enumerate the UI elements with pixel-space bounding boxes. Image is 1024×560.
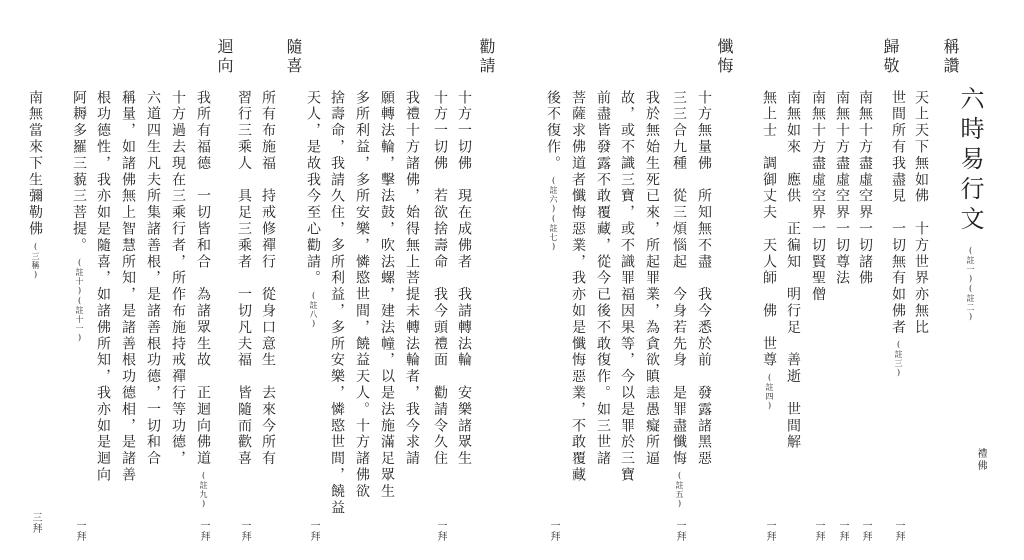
bow-count: 一拜	[308, 520, 319, 542]
verse-text: 我於無始生死已來，所起罪業，為貪欲瞋恚愚癡所逼	[644, 90, 660, 468]
verse-line	[72, 90, 86, 343]
section-heading: 勸請	[477, 38, 496, 76]
footnote-mark: (註一)(註二)	[966, 246, 975, 322]
verse-text: 十方一切佛 現在成佛者 我請轉法輪 安樂諸眾生	[456, 90, 472, 468]
verse-line	[596, 90, 610, 467]
footnote-mark: (三稱)	[31, 241, 40, 280]
verse-line	[306, 90, 320, 329]
verse-text: 南無如來 應供 正徧知 明行足 善逝 世間解	[785, 90, 801, 451]
verse-text: 南無當來下生彌勒佛	[27, 90, 43, 238]
verse-line	[261, 90, 275, 467]
verse-text: 菩薩求佛道者懺悔惡業，我亦如是懺悔惡業，不敢覆藏	[570, 90, 586, 484]
footnote-mark: (註五)	[675, 471, 684, 510]
verse-line	[914, 90, 928, 336]
verse-text: 十方一切佛 若欲捨壽命 我今頭禮面 勸請令久住	[432, 90, 448, 468]
verse-text: 我所有福德 一切皆和合 為諸眾生故 正迴向佛道	[195, 90, 211, 468]
bow-count: 一拜	[198, 520, 209, 542]
verse-line	[811, 90, 825, 303]
bow-count: 三拜	[30, 512, 41, 534]
verse-line	[237, 90, 251, 467]
verse-line	[786, 90, 800, 451]
verse-line	[571, 90, 585, 484]
bow-count: 一拜	[548, 520, 559, 542]
footnote-mark: (註八)	[309, 290, 318, 329]
verse-line	[433, 90, 447, 467]
verse-line	[380, 90, 394, 500]
footnote-mark: (註四)	[765, 372, 774, 411]
bow-count: 一拜	[239, 520, 250, 542]
verse-line	[835, 90, 849, 287]
verse-text: 稱量，如諸佛無上智慧所知，是諸善根功德相，是諸善	[120, 90, 136, 484]
verse-text: 願轉法輪，擊法鼓，吹法螺，建法幢，以是法施滿足眾生	[379, 90, 395, 500]
verse-text: 天人，是故我今至心勸請。	[305, 90, 321, 287]
verse-line	[620, 90, 634, 484]
bow-count: 一拜	[893, 520, 904, 542]
verse-text: 南無十方盡虛空界一切諸佛	[857, 90, 873, 287]
verse-text: 無上士 調御丈夫 天人師 佛 世尊	[761, 90, 777, 369]
bow-count: 一拜	[74, 520, 85, 542]
verse-line	[546, 90, 560, 252]
verse-text: 多所利益，多所安樂，憐愍世間，饒益天人。十方諸佛欲	[354, 90, 370, 500]
side-label: 禮佛	[975, 448, 986, 472]
bow-count: 一拜	[860, 520, 871, 542]
bow-count: 一拜	[764, 520, 775, 542]
verse-text: 習行三乘人 具足三乘者 一切凡夫福 皆隨而歡喜	[236, 90, 252, 468]
verse-text: 十方無量佛 所知無不盡 我今悉於前 發露諸黑惡	[696, 90, 712, 468]
verse-text: 故，或不識三寶，或不識罪福因果等，今以是罪於三寶	[619, 90, 635, 484]
verse-text: 六道四生凡夫所集諸善根，是諸善根功德，一切和合	[145, 90, 161, 468]
verse-text: 所有布施福 持戒修禪行 從身口意生 去來今所有	[260, 90, 276, 468]
verse-line	[645, 90, 659, 467]
footnote-mark: (註九)	[199, 471, 208, 510]
section-heading: 懺悔	[715, 38, 734, 76]
bow-count: 一拜	[813, 520, 824, 542]
section-heading: 隨喜	[284, 38, 303, 76]
verse-line	[858, 90, 872, 287]
bow-count: 一拜	[837, 520, 848, 542]
verse-text: 三三合九種 從三煩惱起 今身若先身 是罪盡懺悔	[671, 90, 687, 468]
verse-line	[330, 90, 344, 516]
verse-line	[28, 90, 42, 280]
verse-text: 前盡皆發露不敢覆藏，從今已後不敢復作。如三世諸	[595, 90, 611, 468]
verse-line	[146, 90, 160, 467]
verse-line	[697, 90, 711, 467]
verse-line	[171, 90, 185, 467]
verse-line	[96, 90, 110, 484]
verse-text: 十方過去現在三乘行者，所作布施持戒禪行等功德，	[170, 90, 186, 468]
verse-text: 天上天下無如佛 十方世界亦無比	[913, 90, 929, 336]
section-heading: 稱讚	[941, 38, 960, 76]
verse-text: 後不復作。	[545, 90, 561, 172]
section-heading: 迴向	[215, 38, 234, 76]
verse-line	[196, 90, 210, 509]
verse-line	[891, 90, 905, 378]
footnote-mark: (註三)	[894, 340, 903, 378]
verse-text: 世間所有我盡見 一切無有如佛者	[890, 90, 906, 336]
verse-line	[355, 90, 369, 500]
verse-line	[672, 90, 686, 509]
section-heading: 歸敬	[881, 38, 900, 76]
verse-text: 阿耨多羅三藐三菩提。	[71, 90, 87, 254]
verse-text: 我禮十方諸佛，始得無上菩提未轉法輪者，我今求請	[404, 90, 420, 468]
bow-count: 一拜	[674, 520, 685, 542]
verse-line	[405, 90, 419, 467]
footnote-mark: (註十)(註十一)	[75, 258, 84, 343]
verse-text: 根功德性，我亦如是隨喜，如諸佛所知，我亦如是迴向	[95, 90, 111, 484]
verse-text: 捨壽命，我請久住，多所利益，多所安樂，憐愍世間，饒益	[329, 90, 345, 517]
page-title: 六時易行文(註一)(註二)	[956, 86, 984, 322]
bow-count: 一拜	[435, 520, 446, 542]
verse-line	[762, 90, 776, 411]
verse-text: 南無十方盡虛空界一切尊法	[834, 90, 850, 287]
verse-text: 南無十方盡虛空界一切賢聖僧	[810, 90, 826, 304]
verse-line	[121, 90, 135, 484]
footnote-mark: (註六)(註七)	[549, 176, 558, 252]
verse-line	[457, 90, 471, 467]
